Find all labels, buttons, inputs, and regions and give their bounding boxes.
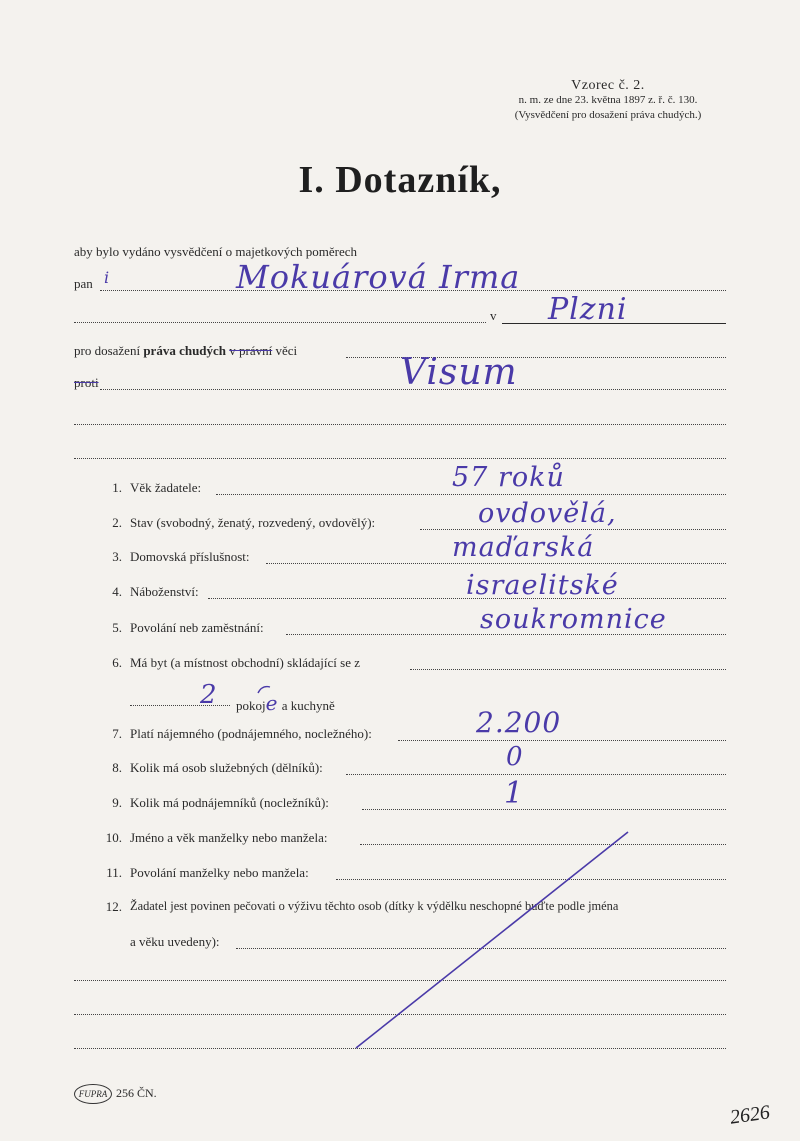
item-number: 7.	[112, 726, 122, 741]
item-answer: ovdovělá,	[478, 498, 617, 529]
item-answer: soukromnice	[480, 604, 667, 635]
item-number: 3.	[112, 549, 122, 564]
kuchyne-label: a kuchyně	[281, 698, 335, 713]
item-answer: 57 roků	[452, 462, 565, 493]
print-code: 256 ČN.	[116, 1086, 157, 1100]
intro-line: aby bylo vydáno vysvědčení o majetkových poměrech	[74, 244, 358, 259]
item-label: Kolik má osob služebných (dělníků):	[130, 760, 323, 775]
item-answer: 1	[504, 776, 525, 811]
form-purpose: (Vysvědčení pro dosažení práva chudých.)	[514, 109, 702, 121]
item-label: Má byt (a místnost obchodní) skládající se z	[130, 655, 360, 670]
item-label: Stav (svobodný, ženatý, rozvedený, ovdovělý):	[130, 515, 376, 530]
item-number: 2.	[112, 515, 122, 530]
purpose-bold: práva chudých	[143, 343, 227, 358]
proti-label: proti	[74, 375, 99, 390]
item-number: 11.	[106, 865, 122, 880]
item-answer: 0	[506, 742, 524, 772]
item-number: 9.	[112, 795, 122, 810]
item-number: 12.	[105, 899, 122, 914]
item-label: Jméno a věk manželky nebo manžela:	[130, 830, 328, 845]
pan-prefix: i	[104, 268, 111, 287]
v-label: v	[490, 308, 497, 323]
regulation-reference: n. m. ze dne 23. května 1897 z. ř. č. 130.	[518, 94, 698, 106]
purpose-prefix: pro dosažení	[74, 343, 144, 358]
item-label: Žadatel jest povinen pečovati o výživu těchto osob (dítky k výdělku neschopné buďte podle jména	[130, 899, 619, 913]
applicant-name: Mokuárová Irma	[236, 258, 521, 296]
rooms-count: 2	[200, 680, 218, 710]
item-number: 5.	[112, 620, 122, 635]
form-number: Vzorec č. 2.	[571, 78, 645, 93]
pokoj-label: pokoj	[236, 698, 266, 713]
item-label: Povolání manželky nebo manžela:	[130, 865, 309, 880]
pan-label: pan	[74, 276, 93, 291]
item-label-continued: a věku uvedeny):	[130, 934, 220, 949]
item-number: 8.	[112, 760, 122, 775]
item-answer: maďarská	[452, 532, 595, 563]
purpose-suffix: věci	[272, 343, 298, 358]
item-answer: israelitské	[466, 570, 619, 601]
item-number: 10.	[105, 830, 122, 845]
item-label: Platí nájemného (podnájemného, nocležného):	[130, 726, 372, 741]
item-number: 6.	[112, 655, 122, 670]
place-name: Plzni	[548, 292, 628, 327]
matter-name: Visum	[400, 352, 518, 393]
pokoj-suffix: e	[265, 691, 279, 715]
item-label: Věk žadatele:	[130, 480, 202, 495]
archive-number: 2626	[728, 1101, 772, 1129]
item-label: Náboženství:	[130, 584, 199, 599]
purpose-struck: v právní	[229, 343, 273, 358]
item-label: Kolik má podnájemníků (nocležníků):	[130, 795, 329, 810]
item-label: Povolání neb zaměstnání:	[130, 620, 264, 635]
item-number: 4.	[112, 584, 122, 599]
fupra-logo: FUPRA	[74, 1084, 112, 1104]
item-answer: 2.200	[476, 706, 562, 739]
item-label: Domovská příslušnost:	[130, 549, 250, 564]
item-number: 1.	[112, 480, 122, 495]
page-title: I. Dotazník,	[298, 159, 502, 201]
